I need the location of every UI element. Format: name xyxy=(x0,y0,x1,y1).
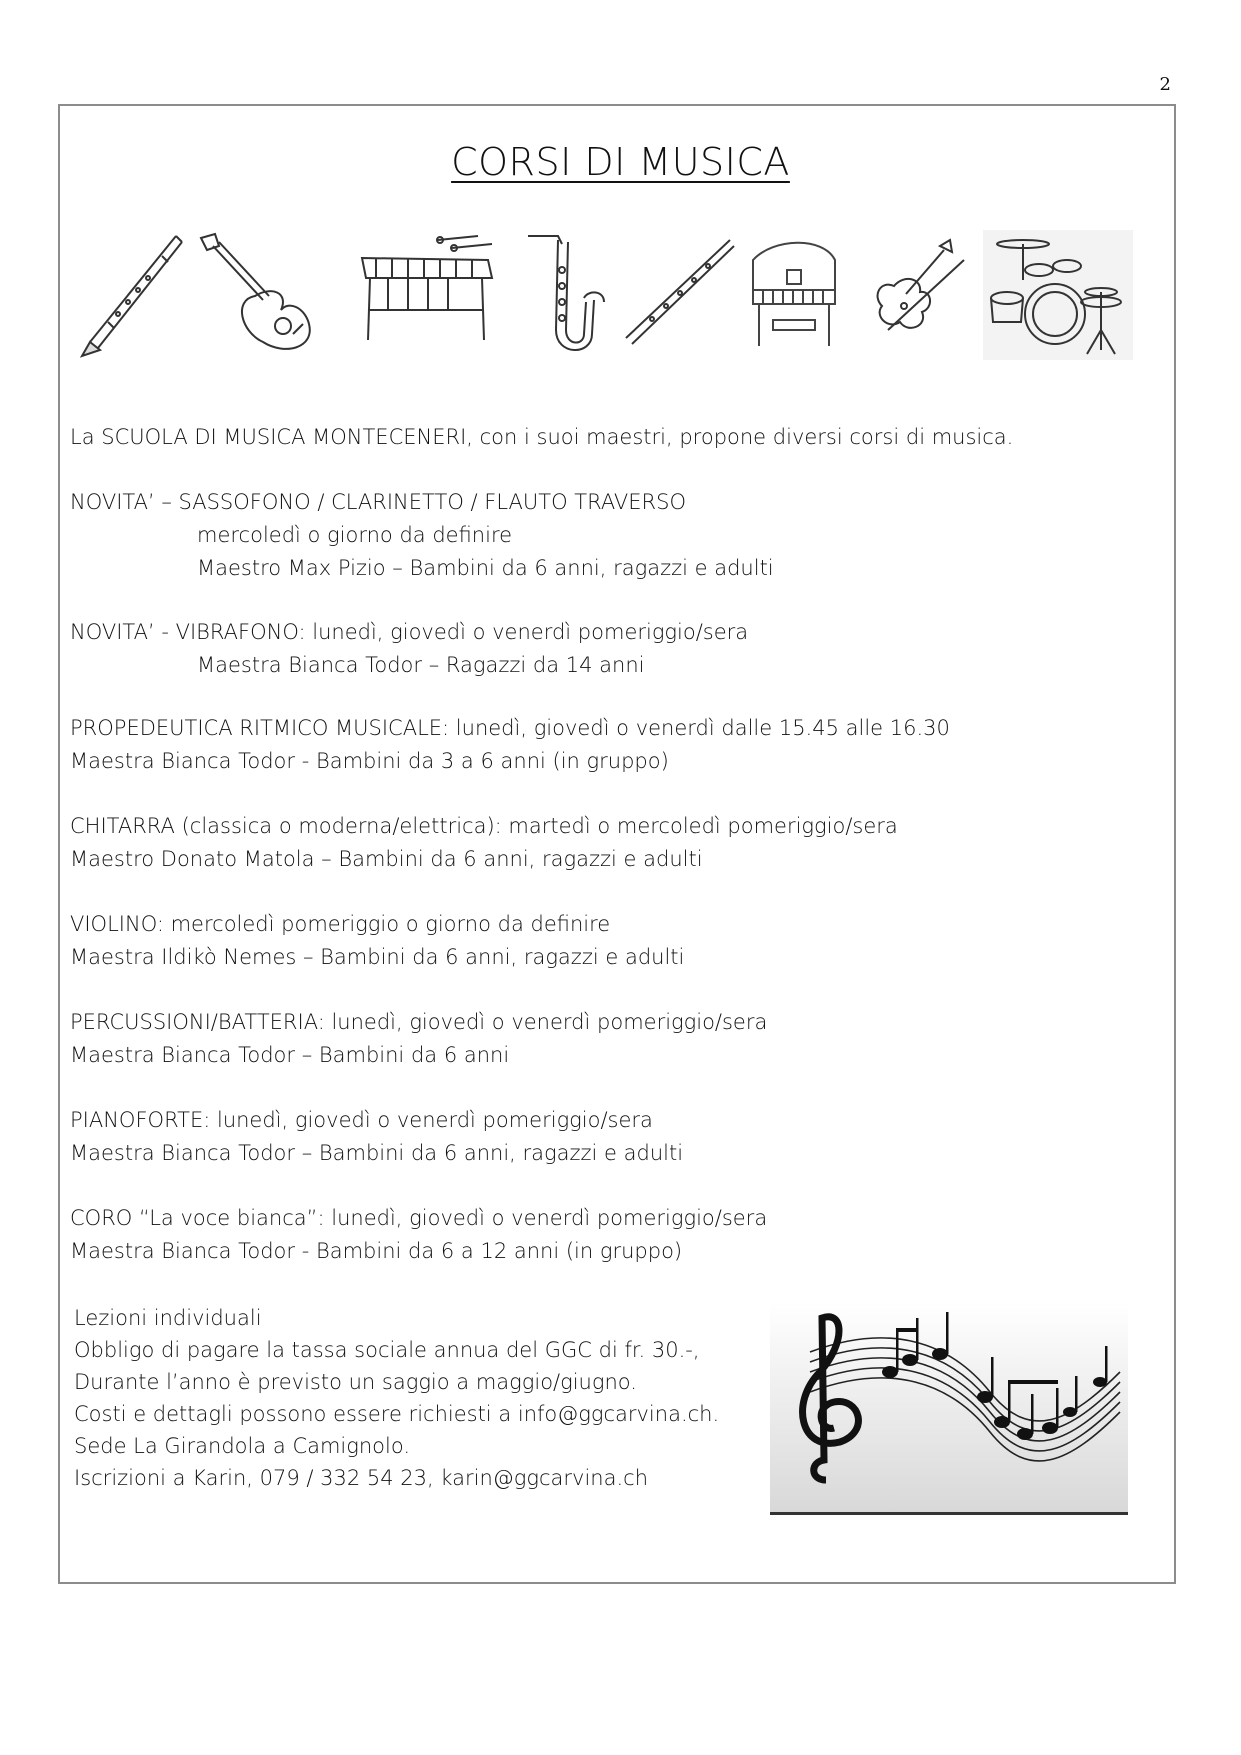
flute-icon xyxy=(618,230,738,350)
info-line-fee: Obbligo di pagare la tassa sociale annua del GGC di fr. 30.-, xyxy=(74,1338,700,1362)
course-chitarra-title: CHITARRA (classica o moderna/elettrica): martedì o mercoledì pomeriggio/sera xyxy=(70,814,898,838)
course-percussioni-title: PERCUSSIONI/BATTERIA: lunedì, giovedì o venerdì pomeriggio/sera xyxy=(70,1010,768,1034)
vibraphone-icon xyxy=(358,230,498,360)
clarinet-icon xyxy=(78,230,188,360)
course-chitarra-teacher: Maestro Donato Matola – Bambini da 6 anni, ragazzi e adulti xyxy=(70,847,703,871)
course-pianoforte-teacher: Maestra Bianca Todor – Bambini da 6 anni, ragazzi e adulti xyxy=(70,1141,684,1165)
piano-icon xyxy=(743,230,843,360)
violin-icon xyxy=(858,230,968,340)
course-percussioni-teacher: Maestra Bianca Todor – Bambini da 6 anni xyxy=(70,1043,510,1067)
page-title: CORSI DI MUSICA xyxy=(451,140,790,184)
course-sassofono-teacher: Maestro Max Pizio – Bambini da 6 anni, ragazzi e adulti xyxy=(197,556,774,580)
course-propedeutica-title: PROPEDEUTICA RITMICO MUSICALE: lunedì, giovedì o venerdì dalle 15.45 alle 16.30 xyxy=(70,716,950,740)
course-violino-title: VIOLINO: mercoledì pomeriggio o giorno da definire xyxy=(70,912,611,936)
instrument-strip xyxy=(78,230,1138,370)
saxophone-icon xyxy=(518,230,608,365)
course-vibrafono-teacher: Maestra Bianca Todor – Ragazzi da 14 anni xyxy=(197,653,645,677)
course-propedeutica-teacher: Maestra Bianca Todor - Bambini da 3 a 6 anni (in gruppo) xyxy=(70,749,669,773)
course-violino-teacher: Maestra Ildikò Nemes – Bambini da 6 anni, ragazzi e adulti xyxy=(70,945,685,969)
guitar-icon xyxy=(193,230,323,360)
page-number: 2 xyxy=(1159,74,1171,95)
course-sassofono-title: NOVITA’ – SASSOFONO / CLARINETTO / FLAUTO TRAVERSO xyxy=(70,490,686,514)
info-line-lessons: Lezioni individuali xyxy=(74,1306,262,1330)
music-image-underline xyxy=(770,1512,1128,1515)
drums-icon xyxy=(983,230,1133,360)
info-line-contact: Costi e dettagli possono essere richiesti a info@ggcarvina.ch. xyxy=(74,1402,720,1426)
info-line-recital: Durante l’anno è previsto un saggio a maggio/giugno. xyxy=(74,1370,637,1394)
music-notes-image xyxy=(770,1302,1128,1514)
course-coro-title: CORO “La voce bianca”: lunedì, giovedì o venerdì pomeriggio/sera xyxy=(70,1206,768,1230)
course-vibrafono-title: NOVITA’ - VIBRAFONO: lunedì, giovedì o venerdì pomeriggio/sera xyxy=(70,620,749,644)
info-line-location: Sede La Girandola a Camignolo. xyxy=(74,1434,411,1458)
course-pianoforte-title: PIANOFORTE: lunedì, giovedì o venerdì pomeriggio/sera xyxy=(70,1108,653,1132)
info-line-registration: Iscrizioni a Karin, 079 / 332 54 23, karin@ggcarvina.ch xyxy=(74,1466,649,1490)
intro-text: La SCUOLA DI MUSICA MONTECENERI, con i suoi maestri, propone diversi corsi di musica. xyxy=(70,425,1014,449)
course-sassofono-schedule: mercoledì o giorno da definire xyxy=(197,523,513,547)
course-coro-teacher: Maestra Bianca Todor - Bambini da 6 a 12 anni (in gruppo) xyxy=(70,1239,683,1263)
